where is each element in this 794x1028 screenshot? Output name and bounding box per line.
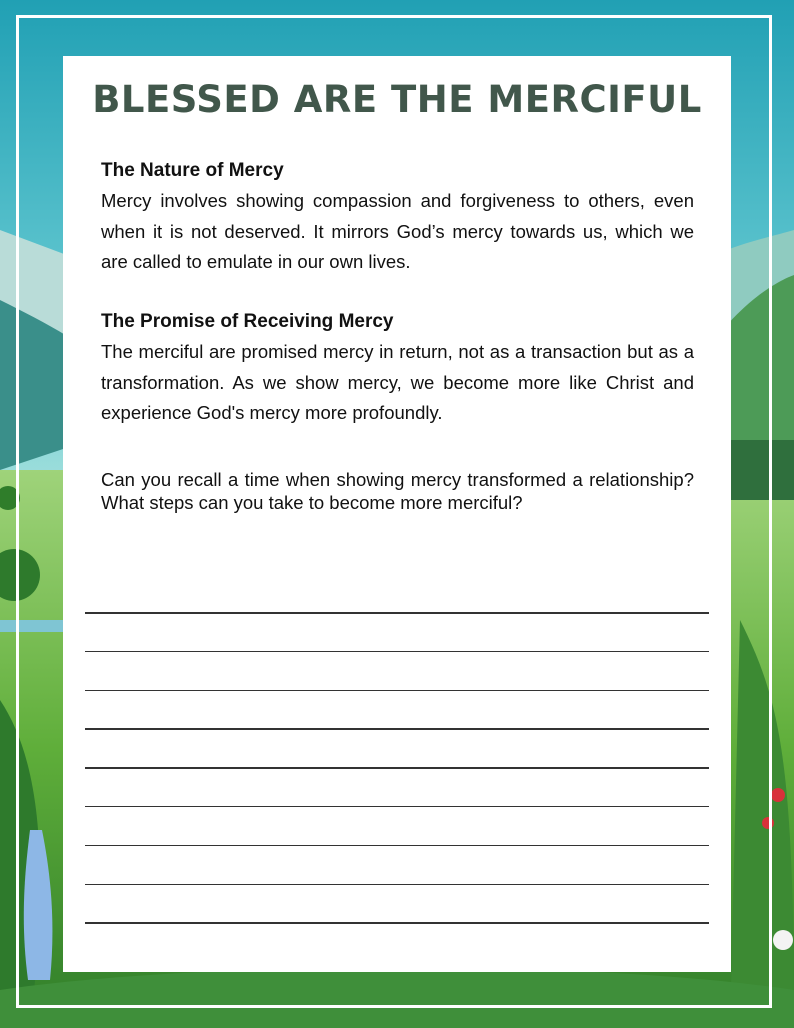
writing-line[interactable]	[85, 845, 709, 847]
section-promise-of-receiving-mercy	[101, 311, 694, 429]
section-heading: The Promise of Receiving Mercy	[101, 311, 394, 332]
worksheet-card	[63, 56, 731, 972]
writing-line[interactable]	[85, 884, 709, 886]
reflection-prompt: Can you recall a time when showing mercy transformed a relationship? What steps can you take to become more merciful?	[101, 469, 694, 513]
writing-line[interactable]	[85, 806, 709, 808]
section-nature-of-mercy	[101, 160, 694, 278]
writing-lines[interactable]	[85, 612, 709, 961]
section-body: Mercy involves showing compassion and forgiveness to others, even when it is not deserved. It mirrors God’s mercy towards us, which we are called to emulate in our own lives.	[101, 190, 694, 272]
writing-line[interactable]	[85, 690, 709, 692]
writing-line[interactable]	[85, 651, 709, 653]
writing-line[interactable]	[85, 612, 709, 614]
page-title: BLESSED ARE THE MERCIFUL	[92, 78, 702, 121]
section-body: The merciful are promised mercy in return, not as a transaction but as a transformation. As we show mercy, we become more like Christ and experience God's mercy more profoundly.	[101, 341, 694, 423]
section-heading: The Nature of Mercy	[101, 160, 284, 181]
writing-line[interactable]	[85, 728, 709, 730]
writing-line[interactable]	[85, 922, 709, 924]
writing-line[interactable]	[85, 767, 709, 769]
